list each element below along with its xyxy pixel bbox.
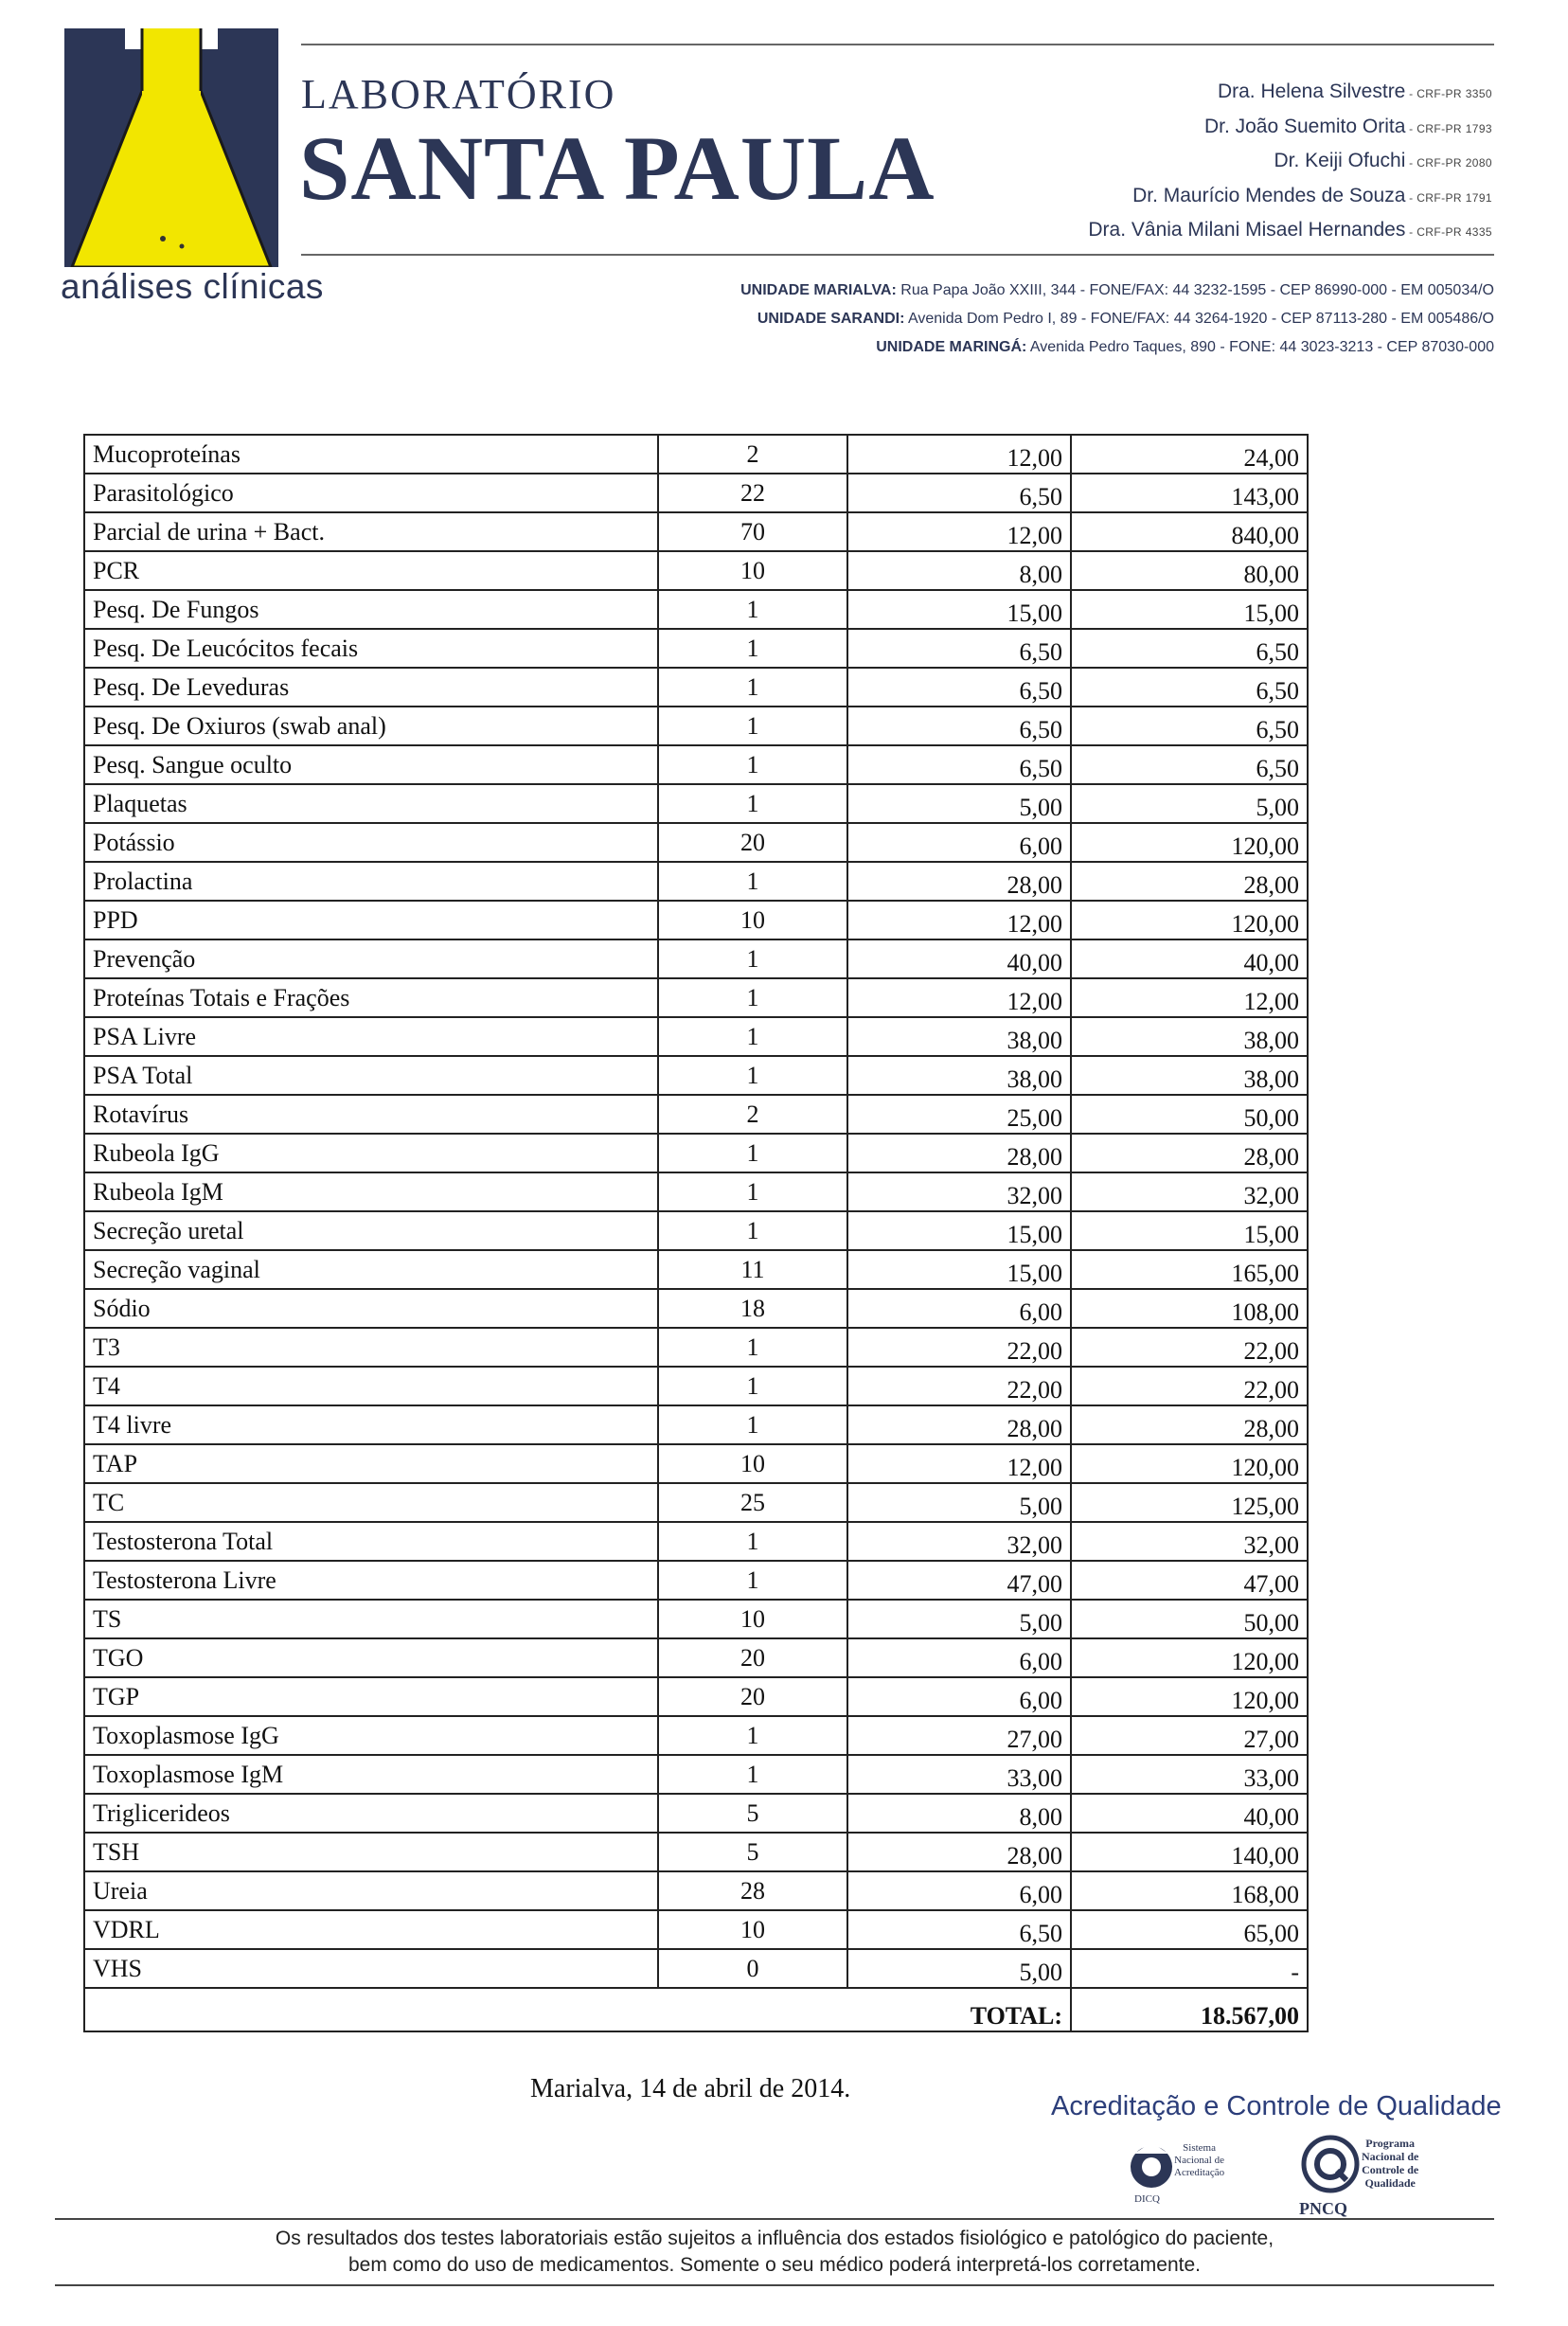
flask-icon <box>64 28 278 267</box>
price-table <box>83 434 1309 2032</box>
line-total-cell: 143,00 <box>1071 474 1308 512</box>
quantity-cell: 1 <box>658 1017 847 1056</box>
doctor-entry: Dra. Vânia Milani Misael Hernandes - CRF-PR 4335 <box>1088 219 1492 241</box>
accreditation-title: Acreditação e Controle de Qualidade <box>1051 2091 1502 2121</box>
quantity-cell: 1 <box>658 784 847 823</box>
unit-price-cell: 6,00 <box>847 1677 1071 1716</box>
quantity-cell: 20 <box>658 1638 847 1677</box>
unit-price-cell: 28,00 <box>847 1405 1071 1444</box>
exam-name-cell: Rubeola IgG <box>84 1134 658 1172</box>
unit-price-cell: 32,00 <box>847 1172 1071 1211</box>
table-row <box>84 1017 1308 1056</box>
line-total-cell: 28,00 <box>1071 1405 1308 1444</box>
line-total-cell: 40,00 <box>1071 939 1308 978</box>
quantity-cell: 10 <box>658 1910 847 1949</box>
unit-price-cell: 5,00 <box>847 784 1071 823</box>
quantity-cell: 1 <box>658 1522 847 1561</box>
disclaimer: Os resultados dos testes laboratoriais estão sujeitos a influência dos estados fisiológico e patológico do paciente, bem como do uso de medicamentos. Somente o seu médico poderá interpretá-los corretamente. <box>275 2228 1274 2276</box>
table-row <box>84 1794 1308 1833</box>
quantity-cell: 0 <box>658 1949 847 1988</box>
exam-name-cell: T4 <box>84 1367 658 1405</box>
quantity-cell: 1 <box>658 707 847 745</box>
unit-price-cell: 32,00 <box>847 1522 1071 1561</box>
unit-price-cell: 15,00 <box>847 1250 1071 1289</box>
exam-name-cell: Secreção vaginal <box>84 1250 658 1289</box>
line-total-cell: 80,00 <box>1071 551 1308 590</box>
exam-name-cell: Secreção uretal <box>84 1211 658 1250</box>
exam-name-cell: Triglicerideos <box>84 1794 658 1833</box>
quantity-cell: 1 <box>658 590 847 629</box>
header-rule-top <box>301 44 1494 45</box>
quantity-cell: 22 <box>658 474 847 512</box>
table-row <box>84 1755 1308 1794</box>
exam-name-cell: PCR <box>84 551 658 590</box>
table-row <box>84 1056 1308 1095</box>
line-total-cell: 165,00 <box>1071 1250 1308 1289</box>
table-row <box>84 1910 1308 1949</box>
line-total-cell: 50,00 <box>1071 1095 1308 1134</box>
footer-rule-bottom <box>55 2284 1494 2286</box>
total-value: 18.567,00 <box>1071 1988 1308 2031</box>
unit-price-cell: 12,00 <box>847 435 1071 474</box>
quantity-cell: 1 <box>658 939 847 978</box>
doctor-entry: Dra. Helena Silvestre - CRF-PR 3350 <box>1217 81 1492 102</box>
exam-name-cell: TAP <box>84 1444 658 1483</box>
table-row <box>84 1483 1308 1522</box>
unit-price-cell: 6,00 <box>847 1871 1071 1910</box>
table-row <box>84 707 1308 745</box>
line-total-cell: 32,00 <box>1071 1522 1308 1561</box>
unit-marialva: UNIDADE MARIALVA: Rua Papa João XXIII, 344 - FONE/FAX: 44 3232-1595 - CEP 86990-000 - EM 005034/O <box>740 282 1494 298</box>
table-row <box>84 862 1308 901</box>
quantity-cell: 5 <box>658 1833 847 1871</box>
dicq-caption: Sistema Nacional de Acreditação <box>1174 2142 1225 2178</box>
unit-price-cell: 6,50 <box>847 668 1071 707</box>
quantity-cell: 20 <box>658 1677 847 1716</box>
doctor-entry: Dr. João Suemito Orita - CRF-PR 1793 <box>1203 115 1492 137</box>
table-row <box>84 551 1308 590</box>
footer-rule-top <box>55 2218 1494 2220</box>
price-table-wrapper <box>83 434 1309 2032</box>
pncq-logo-icon <box>1301 2135 1360 2193</box>
table-row <box>84 512 1308 551</box>
table-row <box>84 978 1308 1017</box>
unit-price-cell: 5,00 <box>847 1949 1071 1988</box>
quantity-cell: 10 <box>658 1600 847 1638</box>
unit-price-cell: 8,00 <box>847 1794 1071 1833</box>
quantity-cell: 1 <box>658 745 847 784</box>
total-label: TOTAL: <box>847 1988 1071 2031</box>
line-total-cell: 40,00 <box>1071 1794 1308 1833</box>
unit-price-cell: 5,00 <box>847 1483 1071 1522</box>
unit-price-cell: 5,00 <box>847 1600 1071 1638</box>
unit-price-cell: 6,00 <box>847 823 1071 862</box>
exam-name-cell: TC <box>84 1483 658 1522</box>
table-row <box>84 1600 1308 1638</box>
table-row <box>84 474 1308 512</box>
unit-price-cell: 15,00 <box>847 590 1071 629</box>
line-total-cell: 22,00 <box>1071 1328 1308 1367</box>
quantity-cell: 1 <box>658 668 847 707</box>
table-row <box>84 1871 1308 1910</box>
unit-price-cell: 6,00 <box>847 1289 1071 1328</box>
table-row <box>84 1289 1308 1328</box>
line-total-cell: 6,50 <box>1071 707 1308 745</box>
quantity-cell: 1 <box>658 1056 847 1095</box>
table-row <box>84 435 1308 474</box>
line-total-cell: 5,00 <box>1071 784 1308 823</box>
unit-price-cell: 6,50 <box>847 745 1071 784</box>
total-blank-cell <box>658 1988 847 2031</box>
exam-name-cell: T3 <box>84 1328 658 1367</box>
lab-logo <box>64 28 278 267</box>
pncq-label: PNCQ <box>1299 2199 1347 2218</box>
unit-maringa: UNIDADE MARINGÁ: Avenida Pedro Taques, 890 - FONE: 44 3023-3213 - CEP 87030-000 <box>876 339 1494 355</box>
place-date: Marialva, 14 de abril de 2014. <box>530 2074 851 2103</box>
line-total-cell: 15,00 <box>1071 590 1308 629</box>
quantity-cell: 1 <box>658 1561 847 1600</box>
quantity-cell: 1 <box>658 1716 847 1755</box>
exam-name-cell: TSH <box>84 1833 658 1871</box>
table-row <box>84 1367 1308 1405</box>
quantity-cell: 1 <box>658 1367 847 1405</box>
unit-price-cell: 38,00 <box>847 1056 1071 1095</box>
quantity-cell: 1 <box>658 862 847 901</box>
quantity-cell: 20 <box>658 823 847 862</box>
unit-price-cell: 40,00 <box>847 939 1071 978</box>
quantity-cell: 2 <box>658 1095 847 1134</box>
quantity-cell: 2 <box>658 435 847 474</box>
line-total-cell: 168,00 <box>1071 1871 1308 1910</box>
table-row <box>84 784 1308 823</box>
unit-price-cell: 25,00 <box>847 1095 1071 1134</box>
unit-price-cell: 28,00 <box>847 1134 1071 1172</box>
brand-line2: SANTA PAULA <box>299 117 935 219</box>
quantity-cell: 10 <box>658 551 847 590</box>
table-row <box>84 1095 1308 1134</box>
table-row <box>84 1716 1308 1755</box>
quantity-cell: 1 <box>658 1211 847 1250</box>
exam-name-cell: Testosterona Total <box>84 1522 658 1561</box>
exam-name-cell: Pesq. De Leucócitos fecais <box>84 629 658 668</box>
line-total-cell: 28,00 <box>1071 1134 1308 1172</box>
exam-name-cell: T4 livre <box>84 1405 658 1444</box>
table-row <box>84 1134 1308 1172</box>
price-table-body <box>84 435 1308 2031</box>
unit-price-cell: 28,00 <box>847 1833 1071 1871</box>
line-total-cell: 24,00 <box>1071 435 1308 474</box>
exam-name-cell: Prolactina <box>84 862 658 901</box>
quantity-cell: 18 <box>658 1289 847 1328</box>
line-total-cell: 6,50 <box>1071 629 1308 668</box>
unit-price-cell: 12,00 <box>847 901 1071 939</box>
quantity-cell: 11 <box>658 1250 847 1289</box>
units-list <box>740 277 1494 362</box>
exam-name-cell: Rotavírus <box>84 1095 658 1134</box>
table-row <box>84 1444 1308 1483</box>
exam-name-cell: Pesq. De Oxiuros (swab anal) <box>84 707 658 745</box>
table-row <box>84 1250 1308 1289</box>
exam-name-cell: TGP <box>84 1677 658 1716</box>
line-total-cell: 120,00 <box>1071 1638 1308 1677</box>
header-rule-bottom <box>301 254 1494 256</box>
unit-price-cell: 12,00 <box>847 1444 1071 1483</box>
line-total-cell: 125,00 <box>1071 1483 1308 1522</box>
table-row <box>84 745 1308 784</box>
unit-price-cell: 15,00 <box>847 1211 1071 1250</box>
table-row <box>84 1561 1308 1600</box>
unit-price-cell: 12,00 <box>847 978 1071 1017</box>
table-row <box>84 1405 1308 1444</box>
quantity-cell: 5 <box>658 1794 847 1833</box>
unit-price-cell: 27,00 <box>847 1716 1071 1755</box>
line-total-cell: 27,00 <box>1071 1716 1308 1755</box>
brand-line1: LABORATÓRIO <box>301 71 616 117</box>
exam-name-cell: Plaquetas <box>84 784 658 823</box>
quantity-cell: 1 <box>658 1405 847 1444</box>
line-total-cell: 120,00 <box>1071 1444 1308 1483</box>
exam-name-cell: Parasitológico <box>84 474 658 512</box>
total-row <box>84 1988 1308 2031</box>
pncq-caption: Programa Nacional de Controle de Qualidade <box>1362 2137 1419 2190</box>
quantity-cell: 10 <box>658 1444 847 1483</box>
table-row <box>84 1522 1308 1561</box>
exam-name-cell: Pesq. Sangue oculto <box>84 745 658 784</box>
total-blank-cell <box>84 1988 658 2031</box>
table-row <box>84 939 1308 978</box>
quantity-cell: 1 <box>658 1755 847 1794</box>
exam-name-cell: Rubeola IgM <box>84 1172 658 1211</box>
table-row <box>84 1328 1308 1367</box>
line-total-cell: 47,00 <box>1071 1561 1308 1600</box>
line-total-cell: 28,00 <box>1071 862 1308 901</box>
line-total-cell: 12,00 <box>1071 978 1308 1017</box>
exam-name-cell: PSA Total <box>84 1056 658 1095</box>
exam-name-cell: Sódio <box>84 1289 658 1328</box>
quantity-cell: 70 <box>658 512 847 551</box>
exam-name-cell: Toxoplasmose IgG <box>84 1716 658 1755</box>
line-total-cell: 38,00 <box>1071 1017 1308 1056</box>
table-row <box>84 1211 1308 1250</box>
exam-name-cell: Potássio <box>84 823 658 862</box>
line-total-cell: 120,00 <box>1071 1677 1308 1716</box>
line-total-cell: 140,00 <box>1071 1833 1308 1871</box>
unit-price-cell: 22,00 <box>847 1367 1071 1405</box>
unit-price-cell: 6,50 <box>847 629 1071 668</box>
line-total-cell: 15,00 <box>1071 1211 1308 1250</box>
unit-price-cell: 33,00 <box>847 1755 1071 1794</box>
line-total-cell: 108,00 <box>1071 1289 1308 1328</box>
quantity-cell: 28 <box>658 1871 847 1910</box>
line-total-cell: - <box>1071 1949 1308 1988</box>
line-total-cell: 840,00 <box>1071 512 1308 551</box>
unit-price-cell: 6,50 <box>847 1910 1071 1949</box>
exam-name-cell: TGO <box>84 1638 658 1677</box>
unit-price-cell: 28,00 <box>847 862 1071 901</box>
unit-price-cell: 6,50 <box>847 707 1071 745</box>
unit-sarandi: UNIDADE SARANDI: Avenida Dom Pedro I, 89 - FONE/FAX: 44 3264-1920 - CEP 87113-280 - EM 005486/O <box>757 311 1494 327</box>
line-total-cell: 65,00 <box>1071 1910 1308 1949</box>
quantity-cell: 1 <box>658 1328 847 1367</box>
line-total-cell: 120,00 <box>1071 901 1308 939</box>
exam-name-cell: Proteínas Totais e Frações <box>84 978 658 1017</box>
unit-price-cell: 6,00 <box>847 1638 1071 1677</box>
exam-name-cell: TS <box>84 1600 658 1638</box>
doctor-entry: Dr. Maurício Mendes de Souza - CRF-PR 1791 <box>1132 184 1492 206</box>
quantity-cell: 1 <box>658 1134 847 1172</box>
line-total-cell: 32,00 <box>1071 1172 1308 1211</box>
line-total-cell: 38,00 <box>1071 1056 1308 1095</box>
exam-name-cell: Toxoplasmose IgM <box>84 1755 658 1794</box>
exam-name-cell: PSA Livre <box>84 1017 658 1056</box>
dicq-label: DICQ <box>1134 2193 1160 2205</box>
unit-price-cell: 38,00 <box>847 1017 1071 1056</box>
table-row <box>84 629 1308 668</box>
line-total-cell: 6,50 <box>1071 745 1308 784</box>
unit-price-cell: 8,00 <box>847 551 1071 590</box>
unit-price-cell: 22,00 <box>847 1328 1071 1367</box>
table-row <box>84 1172 1308 1211</box>
unit-price-cell: 6,50 <box>847 474 1071 512</box>
doctor-entry: Dr. Keiji Ofuchi - CRF-PR 2080 <box>1274 150 1492 171</box>
exam-name-cell: VHS <box>84 1949 658 1988</box>
quantity-cell: 10 <box>658 901 847 939</box>
exam-name-cell: Prevenção <box>84 939 658 978</box>
line-total-cell: 120,00 <box>1071 823 1308 862</box>
doctors-list <box>1088 76 1492 249</box>
exam-name-cell: Mucoproteínas <box>84 435 658 474</box>
quantity-cell: 1 <box>658 1172 847 1211</box>
table-row <box>84 1949 1308 1988</box>
exam-name-cell: Testosterona Livre <box>84 1561 658 1600</box>
table-row <box>84 668 1308 707</box>
quantity-cell: 1 <box>658 978 847 1017</box>
exam-name-cell: VDRL <box>84 1910 658 1949</box>
table-row <box>84 901 1308 939</box>
quantity-cell: 1 <box>658 629 847 668</box>
unit-price-cell: 12,00 <box>847 512 1071 551</box>
table-row <box>84 1677 1308 1716</box>
exam-name-cell: Pesq. De Fungos <box>84 590 658 629</box>
unit-price-cell: 47,00 <box>847 1561 1071 1600</box>
exam-name-cell: Ureia <box>84 1871 658 1910</box>
quantity-cell: 25 <box>658 1483 847 1522</box>
exam-name-cell: PPD <box>84 901 658 939</box>
line-total-cell: 22,00 <box>1071 1367 1308 1405</box>
line-total-cell: 6,50 <box>1071 668 1308 707</box>
table-row <box>84 590 1308 629</box>
exam-name-cell: Parcial de urina + Bact. <box>84 512 658 551</box>
line-total-cell: 33,00 <box>1071 1755 1308 1794</box>
table-row <box>84 1638 1308 1677</box>
table-row <box>84 823 1308 862</box>
logo-subtitle: análises clínicas <box>61 267 324 306</box>
exam-name-cell: Pesq. De Leveduras <box>84 668 658 707</box>
table-row <box>84 1833 1308 1871</box>
line-total-cell: 50,00 <box>1071 1600 1308 1638</box>
